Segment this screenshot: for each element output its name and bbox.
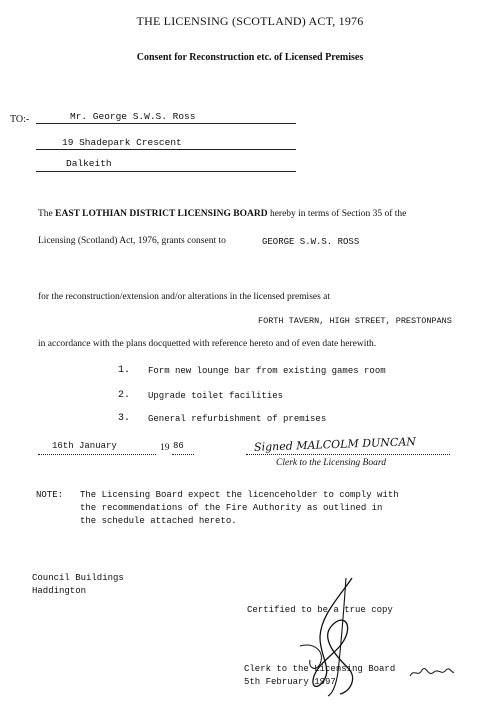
note-line-3: the schedule attached hereto. — [80, 516, 237, 526]
initials-scribble — [408, 664, 456, 680]
item-2-text: Upgrade toilet facilities — [148, 391, 284, 401]
item-1-number: 1. — [118, 365, 131, 376]
clerk-caption: Clerk to the Licensing Board — [276, 458, 386, 468]
form-title: Consent for Reconstruction etc. of Licensed Premises — [136, 52, 364, 63]
recipient-rule-2 — [36, 149, 296, 150]
issuing-address-line-1: Council Buildings — [32, 573, 124, 583]
certification-date: 5th February 1997 — [244, 677, 336, 687]
handwritten-signature-scribble — [280, 576, 400, 698]
premises-address: FORTH TAVERN, HIGH STREET, PRESTONPANS — [258, 316, 452, 326]
recipient-name: Mr. George S.W.S. Ross — [70, 111, 196, 122]
note-line-2: the recommendations of the Fire Authority as outlined in — [80, 503, 383, 513]
certifying-clerk-text: Clerk to the Licensing Board — [244, 664, 396, 674]
item-1-text: Form new lounge bar from existing games room — [148, 366, 386, 376]
certified-copy-text: Certified to be a true copy — [247, 605, 393, 615]
to-label: TO:- — [10, 114, 30, 125]
body-line-1 — [38, 209, 406, 219]
clerk-signature: Signed MALCOLM DUNCAN — [253, 435, 417, 454]
note-label: NOTE: — [36, 490, 64, 500]
recipient-town: Dalkeith — [66, 158, 112, 169]
year-prefix: 19 — [160, 443, 170, 453]
body-suffix: hereby in terms of Section 35 of the — [269, 209, 407, 219]
body-line-3: for the reconstruction/extension and/or alterations in the licensed premises at — [38, 292, 331, 302]
grantee-name: GEORGE S.W.S. ROSS — [262, 237, 360, 247]
item-2-number: 2. — [118, 390, 131, 401]
recipient-rule-3 — [36, 171, 296, 172]
year-dotted-line — [172, 454, 194, 455]
date-dotted-line — [38, 454, 156, 455]
act-title: THE LICENSING (SCOTLAND) ACT, 1976 — [136, 14, 364, 28]
issuing-address-line-2: Haddington — [32, 586, 87, 596]
recipient-rule-1 — [36, 123, 296, 124]
year-value: 86 — [173, 441, 184, 451]
board-name: EAST LOTHIAN DISTRICT LICENSING BOARD — [55, 209, 268, 219]
item-3-number: 3. — [118, 413, 131, 424]
signature-dotted-line — [246, 454, 450, 455]
recipient-street: 19 Shadepark Crescent — [62, 137, 182, 148]
body-prefix: The — [38, 209, 53, 219]
note-line-1: The Licensing Board expect the licenceholder to comply with — [80, 490, 399, 500]
body-line-2: Licensing (Scotland) Act, 1976, grants consent to — [38, 236, 226, 246]
consent-date: 16th January — [52, 441, 117, 451]
item-3-text: General refurbishment of premises — [148, 414, 327, 424]
body-line-4: in accordance with the plans docquetted with reference hereto and of even date herewith. — [38, 339, 377, 349]
